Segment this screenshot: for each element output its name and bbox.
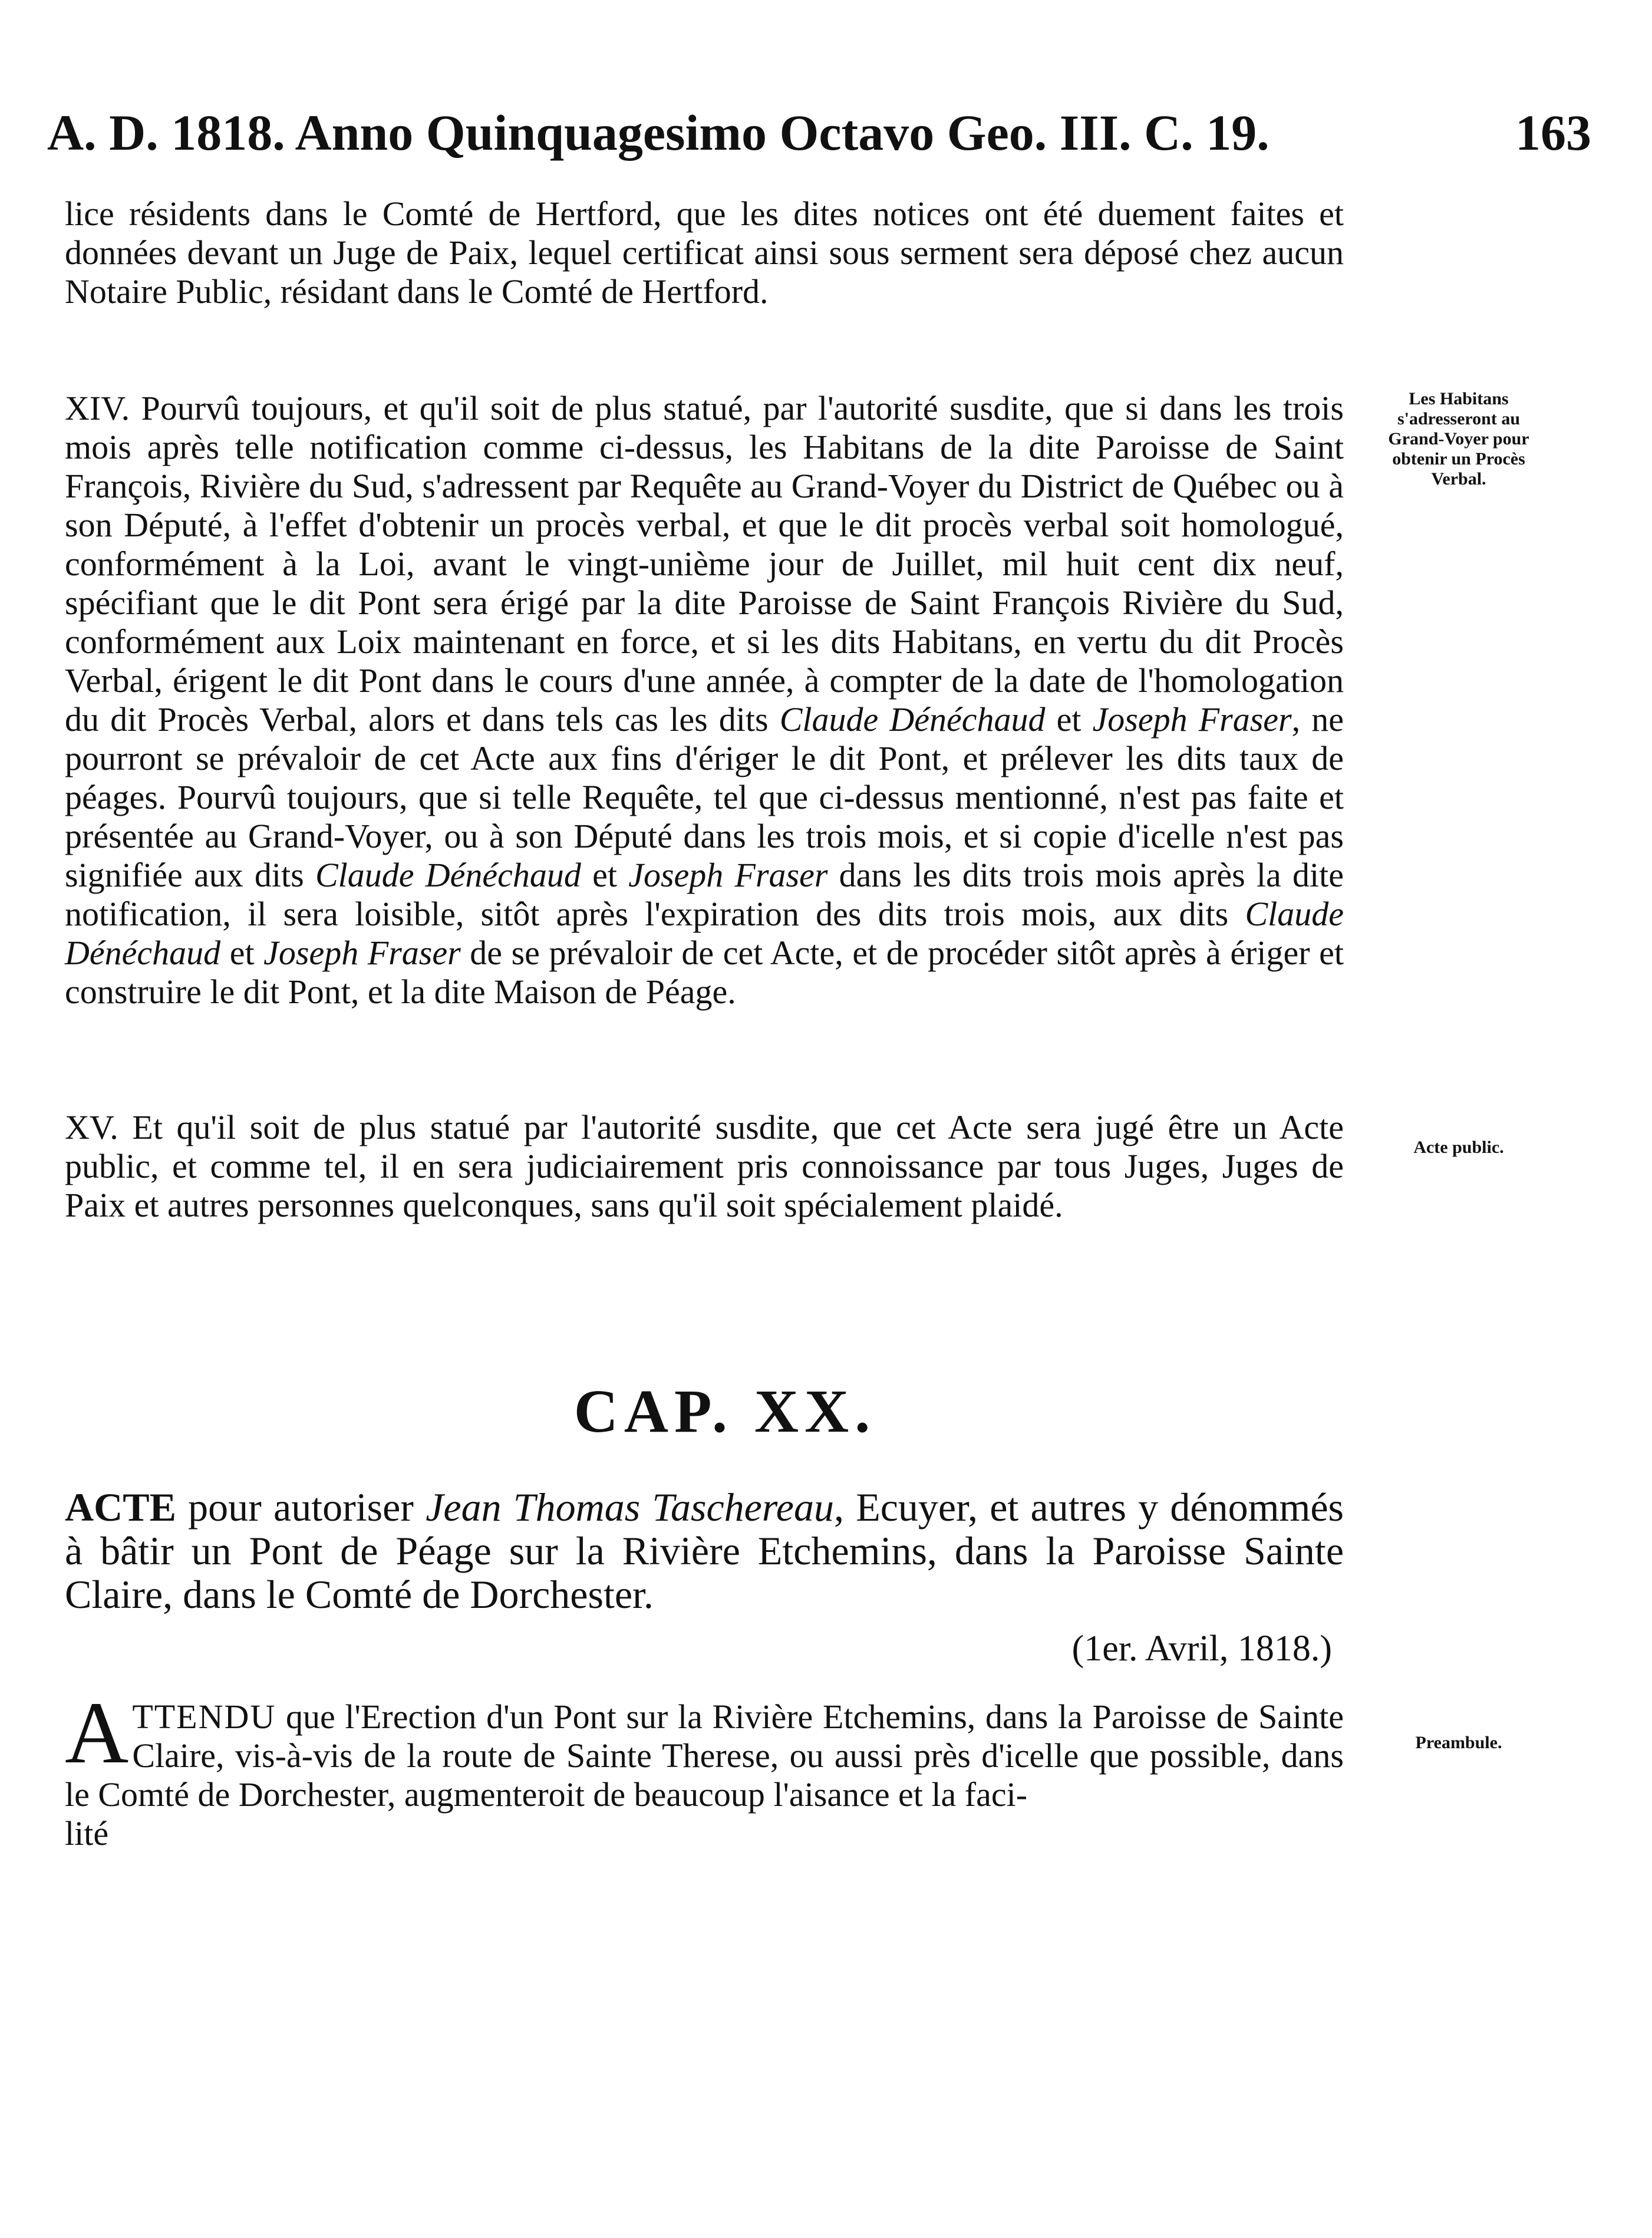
chapter-title-text: pour autoriser: [176, 1485, 426, 1530]
section-text: et: [220, 934, 264, 972]
section-text: dans les dits trois mois après la dite notification, il sera loisible, sitôt après l'expiration des dits trois mois, aux dits: [65, 856, 1344, 933]
chapter-title: [65, 1485, 1344, 1616]
paragraph-text: lice résidents dans le Comté de Hertford, que les dites notices ont été duement faites et données devant un Juge de Paix, lequel certificat ainsi sous serment sera déposé chez aucun Notaire Public, résidant dans le Comté de Hertford.: [65, 195, 1344, 311]
margin-note: Les Habitans s'adresseront au Grand-Voyer pour obtenir un Procès Verbal.: [1388, 389, 1529, 489]
chapter-title-lead: ACTE: [65, 1485, 176, 1530]
person-name: Claude Dénéchaud: [65, 895, 1344, 972]
chapter-heading: CAP. XX.: [573, 1377, 876, 1445]
preamble-paragraph: [65, 1684, 1344, 1853]
chapter-title-text: , Ecuyer, et autres y dénommés à bâtir un Pont de Péage sur la Rivière Etchemins, dans la Paroisse Sainte Claire, dans le Comté de Dorchester.: [65, 1485, 1344, 1617]
section-text: Pourvû toujours, et qu'il soit de plus statué, par l'autorité susdite, que si dans les trois mois après telle notification comme ci-dessus, les Habitans de la dite Paroisse de Saint François, Rivière du Sud, s'adressent par Requête au Grand-Voyer du District de Québec ou à son Député, à l'effet d'obtenir un procès verbal, et que le dit procès verbal soit homologué, conformément à la Loi, avant le vingt-unième jour de Juillet, mil huit cent dix neuf, spécifiant que le dit Pont sera érigé par la dite Paroisse de Saint François Rivière du Sud, conformément aux Loix maintenant en force, et si les dits Habitans, en vertu du dit Procès Verbal, érigent le dit Pont dans le cours d'une année, à compter de la date de l'homologation du dit Procès Verbal, alors et dans tels cas les dits: [65, 389, 1344, 739]
section-xv: [65, 1108, 1344, 1225]
section-number: XV.: [65, 1108, 118, 1146]
drop-cap: A: [65, 1684, 129, 1782]
running-head: [47, 100, 1591, 165]
section-text: de se prévaloir de cet Acte, et de procéder sitôt après à ériger et construire le dit Pont, et la dite Maison de Péage.: [65, 934, 1344, 1011]
preamble-caps: TTENDU: [132, 1698, 276, 1736]
section-number: XIV.: [65, 389, 130, 427]
running-head-title: A. D. 1818. Anno Quinquagesimo Octavo Geo. III. C. 19.: [47, 104, 1269, 161]
person-name: Claude Dénéchaud: [779, 700, 1046, 739]
section-text: et: [581, 856, 629, 894]
person-name: Jean Thomas Taschereau: [426, 1485, 834, 1530]
section-text: Et qu'il soit de plus statué par l'autorité susdite, que cet Acte sera jugé être un Acte public, et comme tel, il en sera judiciairement pris connoissance par tous Juges, Juges de Paix et autres personnes quelconques, sans qu'il soit spécialement plaidé.: [65, 1108, 1344, 1224]
person-name: Joseph Fraser: [628, 856, 828, 894]
section-text: et: [1045, 700, 1093, 739]
person-name: Claude Dénéchaud: [315, 856, 581, 894]
person-name: Joseph Fraser: [1092, 700, 1292, 739]
continued-paragraph: [65, 195, 1344, 311]
section-xiv: [65, 389, 1344, 1011]
page-number: 163: [1515, 104, 1591, 161]
margin-note: Acte public.: [1413, 1138, 1504, 1157]
section-text: , ne pourront se prévaloir de cet Acte aux fins d'ériger le dit Pont, et prélever les dits taux de péages. Pourvû toujours, que si telle Requête, tel que ci-dessus mentionné, n'est pas faite et présentée au Grand-Voyer, ou à son Député dans les trois mois, et si copie d'icelle n'est pas signifiée aux dits: [65, 700, 1344, 894]
person-name: Joseph Fraser: [263, 934, 461, 972]
preamble-text: que l'Erection d'un Pont sur la Rivière Etchemins, dans la Paroisse de Sainte Claire, vis-à-vis de la route de Sainte Therese, ou aussi près d'icelle que possible, dans le Comté de Dorchester, augmenteroit de beaucoup l'aisance et la faci-: [65, 1698, 1344, 1814]
chapter-date: (1er. Avril, 1818.): [1071, 1629, 1332, 1669]
margin-note: Preambule.: [1415, 1733, 1502, 1752]
catchword: lité: [65, 1814, 109, 1853]
